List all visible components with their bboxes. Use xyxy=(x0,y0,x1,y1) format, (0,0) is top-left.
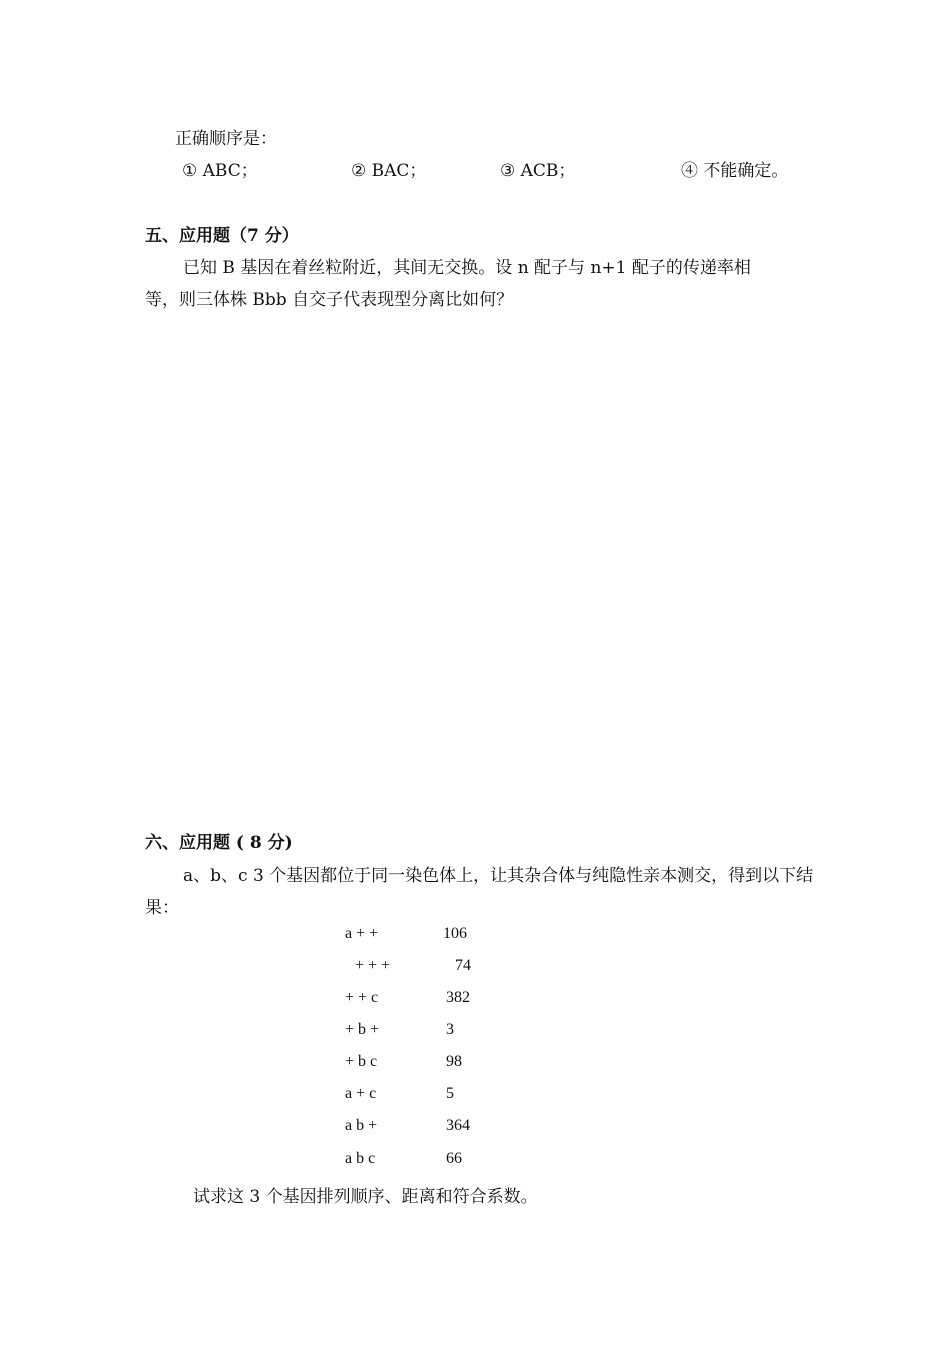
genotype-cell: a b c xyxy=(345,1150,376,1167)
q4-option-4: ④ 不能确定。 xyxy=(681,161,789,181)
genotype-cell: a + c xyxy=(345,1085,377,1102)
count-cell: 66 xyxy=(446,1150,462,1167)
q4-option-2: ② BAC； xyxy=(351,161,427,181)
q6-heading: 六、应用题 ( 8 分) xyxy=(145,833,293,853)
count-cell: 5 xyxy=(446,1085,454,1102)
genotype-cell: + + c xyxy=(345,989,379,1006)
q6-question: 试求这 3 个基因排列顺序、距离和符合系数。 xyxy=(193,1187,538,1207)
genotype-cell: + + + xyxy=(355,957,391,974)
count-cell: 3 xyxy=(446,1021,454,1038)
count-cell: 364 xyxy=(446,1117,470,1134)
genotype-cell: + b c xyxy=(345,1053,378,1070)
count-cell: 382 xyxy=(446,989,470,1006)
count-cell: 74 xyxy=(455,957,471,974)
count-cell: 106 xyxy=(443,925,467,942)
q6-text-line-2: 果： xyxy=(145,898,179,918)
q4-option-1: ① ABC； xyxy=(182,161,258,181)
q5-heading: 五、应用题（7 分） xyxy=(145,226,299,246)
genotype-cell: + b + xyxy=(345,1021,380,1038)
q6-text-line-1: a、b、c 3 个基因都位于同一染色体上，让其杂合体与纯隐性亲本测交，得到以下结 xyxy=(183,866,814,886)
count-cell: 98 xyxy=(446,1053,462,1070)
q5-text-line-2: 等，则三体株 Bbb 自交子代表现型分离比如何？ xyxy=(145,290,514,310)
genotype-cell: a + + xyxy=(345,925,379,942)
q4-option-3: ③ ACB； xyxy=(500,161,576,181)
q4-prompt: 正确顺序是： xyxy=(175,129,277,149)
q5-text-line-1: 已知 B 基因在着丝粒附近，其间无交换。设 n 配子与 n+1 配子的传递率相 xyxy=(183,258,751,278)
genotype-cell: a b + xyxy=(345,1117,378,1134)
